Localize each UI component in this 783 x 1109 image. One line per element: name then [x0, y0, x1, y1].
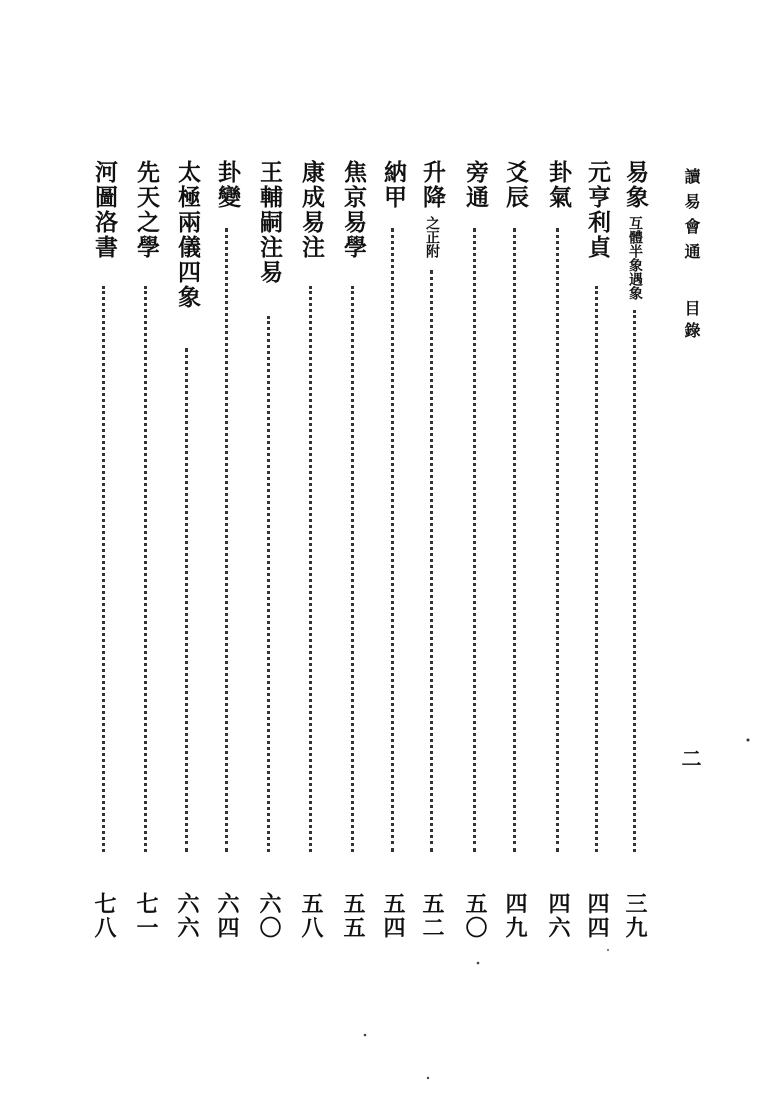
- toc-entry-page: 五五: [340, 892, 366, 940]
- toc-entry-page: 四九: [502, 892, 528, 940]
- toc-entry-title: 納甲: [380, 160, 407, 210]
- toc-entry-title: 旁通: [462, 160, 489, 210]
- toc-entry-title: 康成易注: [298, 160, 325, 260]
- toc-entry-title: 卦變: [214, 160, 241, 210]
- toc-entry-title: 爻辰: [502, 160, 529, 210]
- toc-entry-note: 之正附: [424, 216, 440, 258]
- toc-entry-page: 四六: [545, 892, 571, 940]
- running-header-title: 讀易會通: [682, 168, 701, 268]
- toc-entry-page: 七一: [133, 892, 159, 940]
- toc-entry-page: 三九: [622, 892, 648, 940]
- page-number: 二: [678, 748, 702, 768]
- toc-entry-title: 元亨利貞: [584, 160, 611, 260]
- toc-entry-title: 王輔嗣注易: [256, 160, 283, 285]
- toc-entry-title: 卦氣: [545, 160, 572, 210]
- toc-entry-page: 六〇: [256, 892, 282, 940]
- toc-entry-page: 五〇: [462, 892, 488, 940]
- toc-entry-title: 升降: [419, 160, 446, 210]
- toc-entry-title: 太極兩儀四象: [174, 160, 201, 310]
- toc-entry-title: 焦京易學: [340, 160, 367, 260]
- toc-entry-page: 五四: [380, 892, 406, 940]
- toc-entry-page: 五二: [419, 892, 445, 940]
- toc-entry-page: 六四: [214, 892, 240, 940]
- toc-entry-page: 五八: [298, 892, 324, 940]
- toc-entry-title: 河圖洛書: [91, 160, 118, 260]
- toc-entry-page: 四四: [584, 892, 610, 940]
- toc-entry-page: 七八: [91, 892, 117, 940]
- toc-entry-title: 先天之學: [133, 160, 160, 260]
- running-header-section: 目錄: [682, 300, 701, 344]
- toc-entry-page: 六六: [174, 892, 200, 940]
- toc-entry-note: 互體半象遇象: [627, 216, 643, 300]
- toc-entry-title: 易象: [622, 160, 649, 210]
